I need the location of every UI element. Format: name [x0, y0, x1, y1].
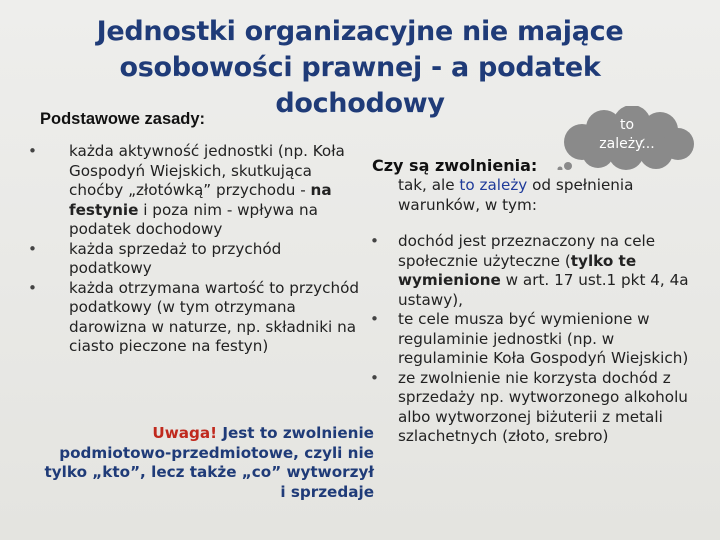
- conditions-list: [370, 232, 706, 447]
- basics-heading: Podstawowe zasady:: [40, 110, 206, 128]
- answer-text: tak, ale: [398, 176, 460, 194]
- item-bold-text: na festynie: [69, 181, 332, 219]
- basics-list: [28, 142, 363, 357]
- list-item: [28, 279, 363, 357]
- item-bold-text: tylko te wymienione: [398, 251, 637, 289]
- warning-note: [40, 424, 374, 502]
- item-text: każda sprzedaż to przychód podatkowy: [69, 239, 282, 277]
- item-text: każda aktywność jednostki (np. Koła Gospodyń Wiejskich, skutkująca choćby „złotówką” przychodu -: [69, 142, 345, 199]
- item-text: i poza nim - wpływa na podatek dochodowy: [69, 200, 318, 238]
- exemption-answer: [398, 176, 708, 215]
- cloud-line: to: [619, 117, 635, 133]
- cloud-text: [552, 116, 702, 154]
- page-title: Jednostki organizacyjne nie mające osobowości prawnej - a podatek dochodowy: [96, 16, 624, 119]
- list-item: [28, 240, 363, 279]
- warning-label: Uwaga!: [152, 424, 218, 442]
- item-text: ze zwolnienie nie korzysta dochód z sprzedaży np. wytworzonego alkoholu albo wytworzonej biżuterii z metali szlachetnych (złoto, srebro): [398, 368, 688, 445]
- item-text: te cele musza być wymienione w regulaminie jednostki (np. w regulaminie Koła Gospodyń Wiejskich): [398, 310, 689, 367]
- list-item: [370, 369, 706, 447]
- list-item: [370, 232, 706, 310]
- answer-text: od spełnienia warunków, w tym:: [398, 176, 634, 214]
- item-text: dochód jest przeznaczony na cele społecznie użyteczne (: [398, 232, 656, 270]
- exemption-question: Czy są zwolnienia:: [372, 156, 538, 175]
- list-item: [370, 310, 706, 369]
- item-text: każda otrzymana wartość to przychód podatkowy (w tym otrzymana darowizna w naturze, np. składniki na ciasto pieczone na festyn): [69, 278, 360, 355]
- item-text: w art. 17 ust.1 pkt 4, 4a ustawy),: [398, 271, 689, 309]
- list-item: [28, 142, 363, 240]
- answer-highlight: to zależy: [459, 176, 528, 194]
- warning-text: Jest to zwolnienie podmiotowo-przedmiotowe, czyli nie tylko „kto”, lecz także „co” wytworzył i sprzedaje: [44, 424, 374, 501]
- cloud-line: zależy...: [599, 136, 655, 152]
